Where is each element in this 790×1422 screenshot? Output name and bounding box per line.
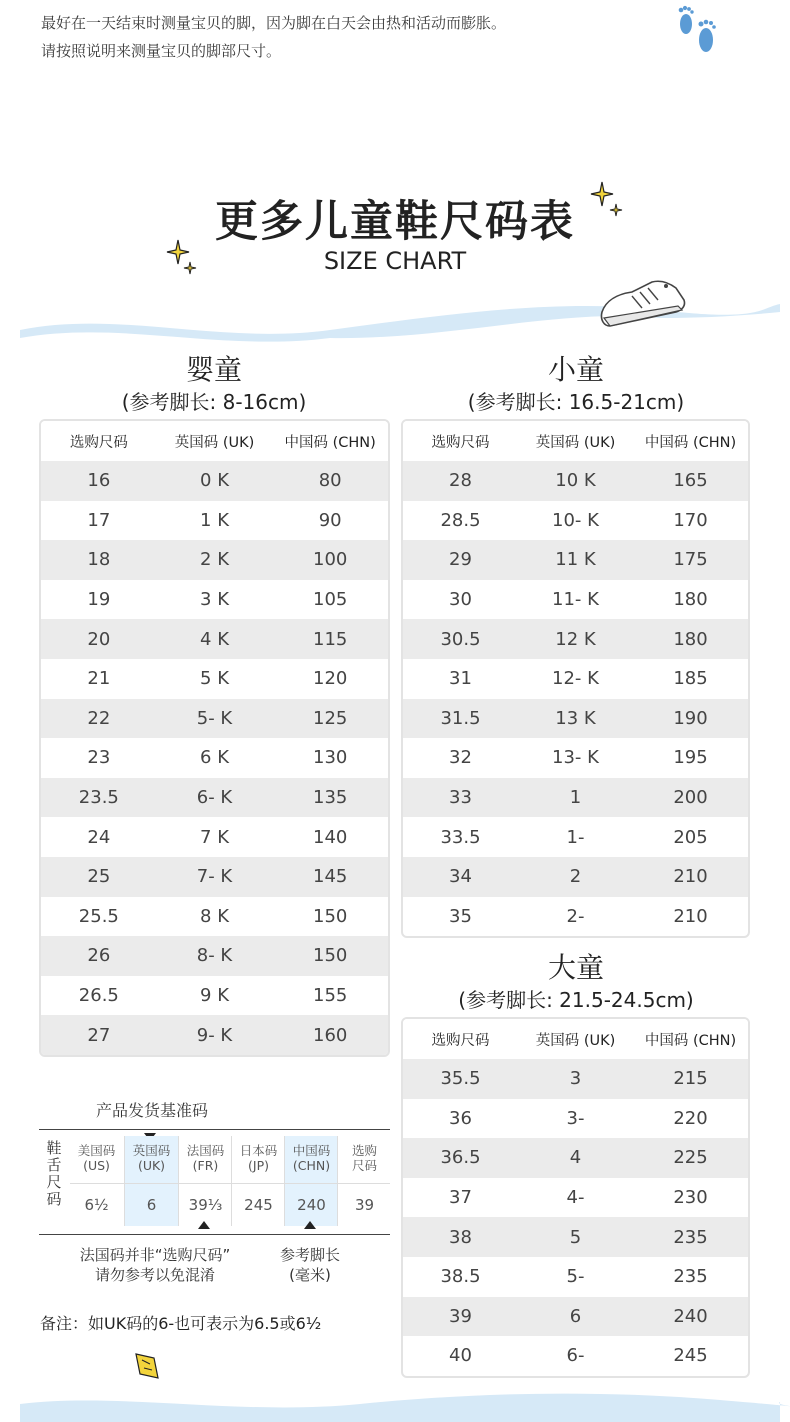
cell-chn-size: 200 — [673, 787, 708, 809]
cell-pick-size: 34 — [449, 866, 472, 888]
table-row — [403, 817, 748, 857]
cell-chn-size: 170 — [673, 509, 708, 531]
cell-pick-size: 35 — [449, 905, 472, 927]
cell-pick-size: 29 — [449, 549, 472, 571]
table-row — [41, 659, 388, 699]
cell-uk-size: 6 — [569, 1305, 582, 1327]
cell-uk-size: 11 K — [555, 549, 596, 571]
cell-uk-size: 6- K — [196, 787, 233, 809]
cell-pick-size: 35.5 — [440, 1068, 481, 1090]
cell-uk-size: 2- — [566, 905, 585, 927]
cell-uk-size: 4 K — [200, 628, 229, 650]
table-row — [403, 1138, 748, 1178]
cell-uk-size: 5- — [566, 1266, 585, 1288]
shipping-column-value: 39⅓ — [188, 1196, 223, 1214]
cell-chn-size: 175 — [673, 549, 708, 571]
section-range-little: (参考脚长: 16.5-21cm) — [467, 390, 685, 414]
cell-chn-size: 180 — [673, 628, 708, 650]
note-french-line-2: 请勿参考以免混淆 — [94, 1266, 215, 1284]
cell-uk-size: 8 K — [200, 905, 229, 927]
cell-uk-size: 10- K — [552, 509, 599, 531]
cell-chn-size: 210 — [673, 866, 708, 888]
divider — [39, 1129, 390, 1130]
shipping-header-line-1: 英国码 — [132, 1143, 171, 1158]
cell-uk-size: 6- — [566, 1345, 585, 1367]
column-header-chn: 中国码 (CHN) — [284, 434, 376, 451]
shipping-column-value: 39 — [354, 1196, 375, 1214]
cell-pick-size: 19 — [87, 589, 111, 611]
table-row — [41, 976, 388, 1016]
table-row — [403, 778, 748, 818]
cell-uk-size: 2 — [569, 866, 582, 888]
note-foot-length — [262, 1245, 358, 1285]
table-row — [41, 580, 388, 620]
table-row — [41, 897, 388, 937]
wave-divider — [0, 1386, 790, 1422]
column-header-pick-size: 选购尺码 — [69, 434, 128, 451]
little-size-table — [401, 419, 750, 938]
section-title-big: 大童 — [547, 951, 604, 984]
shipping-column-value: 240 — [297, 1196, 326, 1214]
cell-pick-size: 18 — [87, 549, 111, 571]
cell-uk-size: 7 K — [200, 826, 229, 848]
shipping-side-label — [41, 1140, 67, 1230]
cell-chn-size: 150 — [313, 905, 348, 927]
cell-uk-size: 12- K — [552, 668, 599, 690]
note-french-size — [60, 1245, 250, 1285]
cell-chn-size: 130 — [313, 747, 348, 769]
cell-chn-size: 230 — [673, 1187, 708, 1209]
shipping-column-header — [179, 1136, 232, 1173]
cell-pick-size: 33 — [449, 787, 472, 809]
shipping-column-header — [70, 1136, 123, 1173]
cell-uk-size: 2 K — [200, 549, 229, 571]
cell-chn-size: 215 — [673, 1068, 708, 1090]
table-row — [403, 1257, 748, 1297]
cell-chn-size: 145 — [313, 866, 348, 888]
column-header-uk: 英国码 (UK) — [535, 1032, 616, 1049]
table-row — [403, 1099, 748, 1139]
cell-pick-size: 25.5 — [78, 905, 119, 927]
cell-uk-size: 9 K — [200, 985, 229, 1007]
cell-chn-size: 220 — [673, 1107, 708, 1129]
shipping-column-header — [338, 1136, 391, 1173]
cell-pick-size: 33.5 — [440, 826, 481, 848]
table-header — [41, 421, 388, 461]
cell-pick-size: 36.5 — [440, 1147, 481, 1169]
cell-pick-size: 24 — [87, 826, 111, 848]
cell-uk-size: 3- — [566, 1107, 585, 1129]
shipping-header-line-1: 法国码 — [186, 1143, 225, 1158]
table-row — [41, 1015, 388, 1055]
sparkle-icon — [166, 238, 202, 280]
page-title: 更多儿童鞋尺码表 — [215, 197, 575, 247]
cell-uk-size: 11- K — [552, 589, 599, 611]
cell-chn-size: 105 — [313, 589, 348, 611]
cell-chn-size: 235 — [673, 1266, 708, 1288]
divider — [39, 1234, 390, 1235]
cell-pick-size: 22 — [87, 707, 111, 729]
table-row — [41, 540, 388, 580]
cell-uk-size: 9- K — [196, 1024, 233, 1046]
remark-note: 备注：如UK码的6-也可表示为6.5或6½ — [40, 1314, 322, 1333]
intro-line-1: 最好在一天结束时测量宝贝的脚，因为脚在白天会由热和活动而膨胀。 — [41, 14, 507, 32]
column-header-pick-size: 选购尺码 — [431, 434, 490, 451]
cell-pick-size: 23.5 — [78, 787, 119, 809]
cell-pick-size: 32 — [449, 747, 472, 769]
cell-chn-size: 120 — [313, 668, 348, 690]
footprints-icon — [674, 2, 724, 58]
cell-uk-size: 5 K — [200, 668, 229, 690]
cell-pick-size: 23 — [87, 747, 111, 769]
table-row — [41, 857, 388, 897]
shipping-column — [178, 1136, 232, 1226]
cell-chn-size: 240 — [673, 1305, 708, 1327]
cell-chn-size: 80 — [318, 470, 342, 492]
shipping-column — [70, 1136, 123, 1226]
shipping-header-line-2: (UK) — [137, 1158, 166, 1173]
big-size-table — [401, 1017, 750, 1378]
cell-chn-size: 155 — [313, 985, 348, 1007]
shipping-header-line-1: 美国码 — [77, 1143, 116, 1158]
table-row — [41, 699, 388, 739]
cell-pick-size: 20 — [87, 628, 111, 650]
cell-uk-size: 3 — [569, 1068, 582, 1090]
shipping-reference-title: 产品发货基准码 — [96, 1101, 209, 1120]
shipping-column — [231, 1136, 285, 1226]
cell-uk-size: 5- K — [196, 707, 233, 729]
cell-chn-size: 185 — [673, 668, 708, 690]
table-row — [41, 738, 388, 778]
cell-chn-size: 225 — [673, 1147, 708, 1169]
shipping-header-line-2: 尺码 — [351, 1158, 377, 1173]
intro-line-2: 请按照说明来测量宝贝的脚部尺寸。 — [41, 42, 282, 60]
section-range-big: (参考脚长: 21.5-24.5cm) — [458, 988, 694, 1012]
table-row — [41, 501, 388, 541]
cell-pick-size: 37 — [449, 1187, 472, 1209]
cell-pick-size: 26 — [87, 945, 111, 967]
cell-chn-size: 165 — [673, 470, 708, 492]
shipping-column-header — [232, 1136, 285, 1173]
cell-chn-size: 210 — [673, 905, 708, 927]
note-french-line-1: 法国码并非“选购尺码” — [79, 1246, 231, 1264]
shipping-column — [337, 1136, 391, 1226]
cell-uk-size: 1 K — [200, 509, 229, 531]
side-label-text: 鞋舌尺码 — [46, 1139, 62, 1208]
note-length-line-2: (毫米) — [289, 1266, 331, 1284]
cell-uk-size: 1 — [569, 787, 582, 809]
table-header — [403, 421, 748, 461]
shipping-header-line-2: (FR) — [192, 1158, 219, 1173]
cell-chn-size: 235 — [673, 1226, 708, 1248]
cell-uk-size: 3 K — [200, 589, 229, 611]
pointer-up-icon — [304, 1221, 316, 1229]
cell-pick-size: 31.5 — [440, 707, 481, 729]
cell-chn-size: 115 — [313, 628, 348, 650]
shipping-column-header — [285, 1136, 338, 1173]
table-row — [41, 778, 388, 818]
table-row — [403, 1297, 748, 1337]
table-row — [403, 699, 748, 739]
column-header-uk: 英国码 (UK) — [535, 434, 616, 451]
sparkle-icon — [590, 180, 626, 220]
cell-chn-size: 160 — [313, 1024, 348, 1046]
cell-chn-size: 135 — [313, 787, 348, 809]
cell-pick-size: 25 — [87, 866, 111, 888]
cell-uk-size: 13 K — [555, 707, 596, 729]
intro-text — [41, 9, 506, 65]
cell-uk-size: 13- K — [552, 747, 599, 769]
cell-pick-size: 30 — [449, 589, 472, 611]
shipping-header-line-1: 选购 — [351, 1143, 377, 1158]
table-row — [41, 817, 388, 857]
cell-chn-size: 245 — [673, 1345, 708, 1367]
cell-pick-size: 40 — [449, 1345, 472, 1367]
cell-pick-size: 30.5 — [440, 628, 481, 650]
cell-pick-size: 17 — [87, 509, 111, 531]
table-row — [403, 1336, 748, 1376]
cell-chn-size: 150 — [313, 945, 348, 967]
cell-chn-size: 100 — [313, 549, 348, 571]
table-row — [403, 659, 748, 699]
column-header-pick-size: 选购尺码 — [431, 1032, 490, 1049]
divider — [70, 1183, 390, 1184]
shipping-header-line-2: (CHN) — [292, 1158, 331, 1173]
page-subtitle: SIZE CHART — [323, 247, 467, 275]
shipping-column-value: 245 — [244, 1196, 273, 1214]
cell-uk-size: 10 K — [555, 470, 596, 492]
pointer-up-icon — [198, 1221, 210, 1229]
cell-chn-size: 205 — [673, 826, 708, 848]
cell-chn-size: 190 — [673, 707, 708, 729]
table-row — [403, 857, 748, 897]
cell-uk-size: 1- — [566, 826, 585, 848]
shipping-header-line-1: 日本码 — [239, 1143, 278, 1158]
cell-pick-size: 36 — [449, 1107, 472, 1129]
cell-pick-size: 38.5 — [440, 1266, 481, 1288]
cell-pick-size: 39 — [449, 1305, 472, 1327]
cell-chn-size: 180 — [673, 589, 708, 611]
table-row — [403, 540, 748, 580]
section-title-little: 小童 — [547, 353, 604, 386]
table-row — [403, 501, 748, 541]
table-header — [403, 1019, 748, 1059]
sparkle-icon — [130, 1350, 164, 1384]
cell-pick-size: 27 — [87, 1024, 111, 1046]
column-header-chn: 中国码 (CHN) — [644, 434, 737, 451]
cell-pick-size: 31 — [449, 668, 472, 690]
shipping-column-value: 6½ — [84, 1196, 109, 1214]
table-row — [403, 738, 748, 778]
shipping-header-line-2: (JP) — [248, 1158, 269, 1173]
table-row — [41, 619, 388, 659]
shipping-column-value: 6 — [146, 1196, 157, 1214]
shipping-column — [284, 1136, 338, 1226]
table-row — [403, 1059, 748, 1099]
table-row — [403, 1217, 748, 1257]
cell-uk-size: 0 K — [200, 470, 229, 492]
column-header-uk: 英国码 (UK) — [174, 434, 255, 451]
column-header-chn: 中国码 (CHN) — [644, 1032, 737, 1049]
table-row — [403, 461, 748, 501]
cell-uk-size: 4- — [566, 1187, 585, 1209]
table-row — [41, 461, 388, 501]
infant-size-table — [39, 419, 390, 1057]
cell-uk-size: 12 K — [555, 628, 596, 650]
cell-uk-size: 6 K — [200, 747, 229, 769]
cell-chn-size: 90 — [318, 509, 342, 531]
cell-uk-size: 7- K — [196, 866, 233, 888]
cell-chn-size: 195 — [673, 747, 708, 769]
note-length-line-1: 参考脚长 — [279, 1246, 340, 1264]
table-row — [403, 619, 748, 659]
cell-pick-size: 38 — [449, 1226, 472, 1248]
cell-uk-size: 5 — [569, 1226, 582, 1248]
shipping-header-line-2: (US) — [83, 1158, 110, 1173]
cell-uk-size: 4 — [569, 1147, 582, 1169]
table-row — [403, 580, 748, 620]
table-row — [403, 1178, 748, 1218]
section-title-infant: 婴童 — [185, 353, 242, 386]
cell-chn-size: 140 — [313, 826, 348, 848]
section-range-infant: (参考脚长: 8-16cm) — [121, 390, 307, 414]
sneaker-icon — [596, 276, 688, 332]
shipping-column-header — [125, 1136, 178, 1173]
table-row — [403, 897, 748, 937]
cell-pick-size: 26.5 — [78, 985, 119, 1007]
cell-pick-size: 28 — [449, 470, 472, 492]
cell-chn-size: 125 — [313, 707, 348, 729]
shipping-column — [124, 1136, 178, 1226]
cell-pick-size: 21 — [87, 668, 111, 690]
cell-pick-size: 28.5 — [440, 509, 481, 531]
cell-pick-size: 16 — [87, 470, 111, 492]
table-row — [41, 936, 388, 976]
shipping-header-line-1: 中国码 — [292, 1143, 331, 1158]
cell-uk-size: 8- K — [196, 945, 233, 967]
